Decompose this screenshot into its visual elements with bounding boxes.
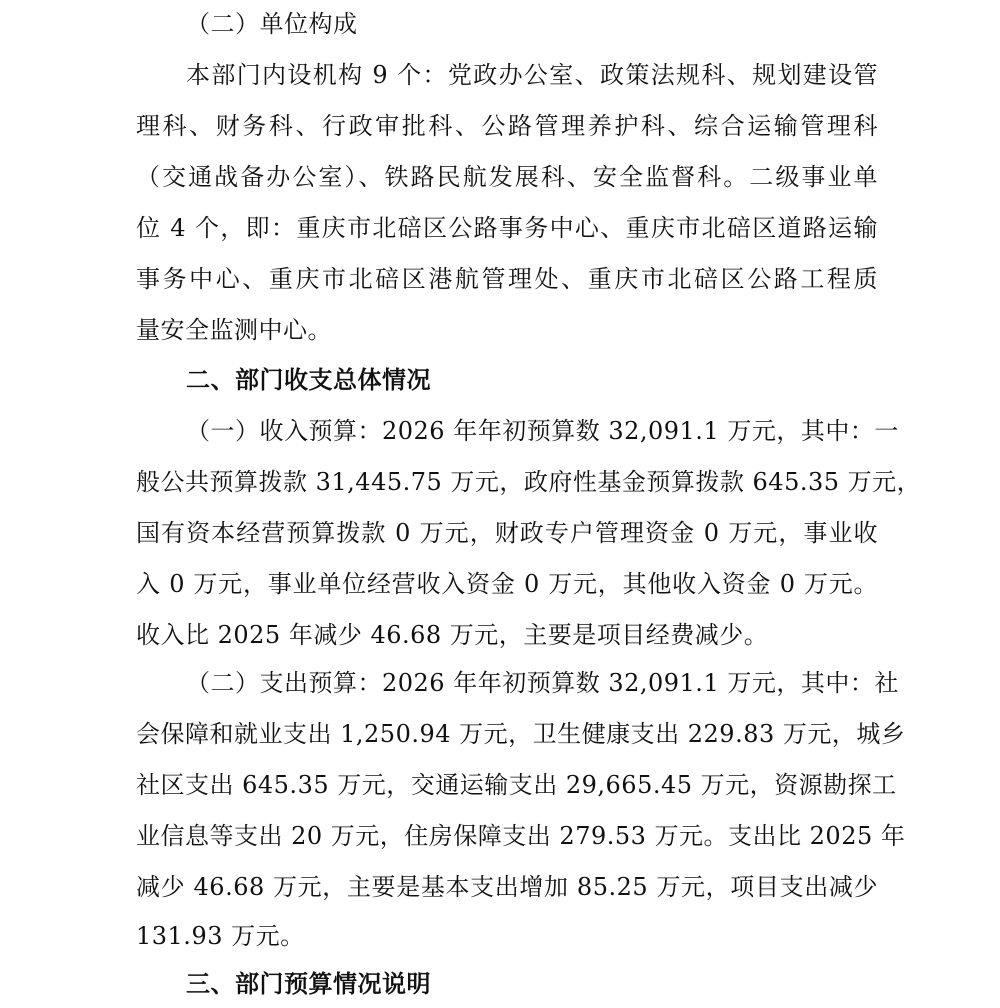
paragraph-line: 会保障和就业支出 1,250.94 万元，卫生健康支出 229.83 万元，城乡: [136, 720, 906, 748]
paragraph-line: 131.93 万元。: [136, 922, 305, 950]
section-heading-budget-explanation: 三、部门预算情况说明: [186, 969, 431, 998]
section-heading-budget-overview: 二、部门收支总体情况: [186, 365, 431, 394]
paragraph-line: 理科、财务科、行政审批科、公路管理养护科、综合运输管理科: [136, 112, 878, 140]
paragraph-line: 入 0 万元，事业单位经营收入资金 0 万元，其他收入资金 0 万元。: [136, 570, 878, 598]
paragraph-line: （二）支出预算：2026 年年初预算数 32,091.1 万元，其中：社: [186, 669, 899, 697]
paragraph-line: 位 4 个，即：重庆市北碚区公路事务中心、重庆市北碚区道路运输: [136, 214, 878, 242]
paragraph-line: （一）收入预算：2026 年年初预算数 32,091.1 万元，其中：一: [186, 417, 899, 445]
paragraph-line: 本部门内设机构 9 个：党政办公室、政策法规科、规划建设管: [186, 61, 878, 89]
paragraph-line: 事务中心、重庆市北碚区港航管理处、重庆市北碚区公路工程质: [136, 265, 878, 293]
paragraph-line: 般公共预算拨款 31,445.75 万元，政府性基金预算拨款 645.35 万元，: [136, 468, 922, 496]
paragraph-line: 减少 46.68 万元，主要是基本支出增加 85.25 万元，项目支出减少: [136, 873, 878, 901]
paragraph-line: 业信息等支出 20 万元，住房保障支出 279.53 万元。支出比 2025 年: [136, 822, 906, 850]
paragraph-line: 收入比 2025 年减少 46.68 万元，主要是项目经费减少。: [136, 621, 769, 649]
paragraph-line: （交通战备办公室）、铁路民航发展科、安全监督科。二级事业单: [136, 163, 878, 191]
paragraph-line: 社区支出 645.35 万元，交通运输支出 29,665.45 万元，资源勘探工: [136, 771, 897, 799]
paragraph-line: 量安全监测中心。: [136, 316, 332, 344]
subsection-heading-unit-composition: （二）单位构成: [186, 10, 358, 38]
paragraph-line: 国有资本经营预算拨款 0 万元，财政专户管理资金 0 万元，事业收: [136, 519, 878, 547]
